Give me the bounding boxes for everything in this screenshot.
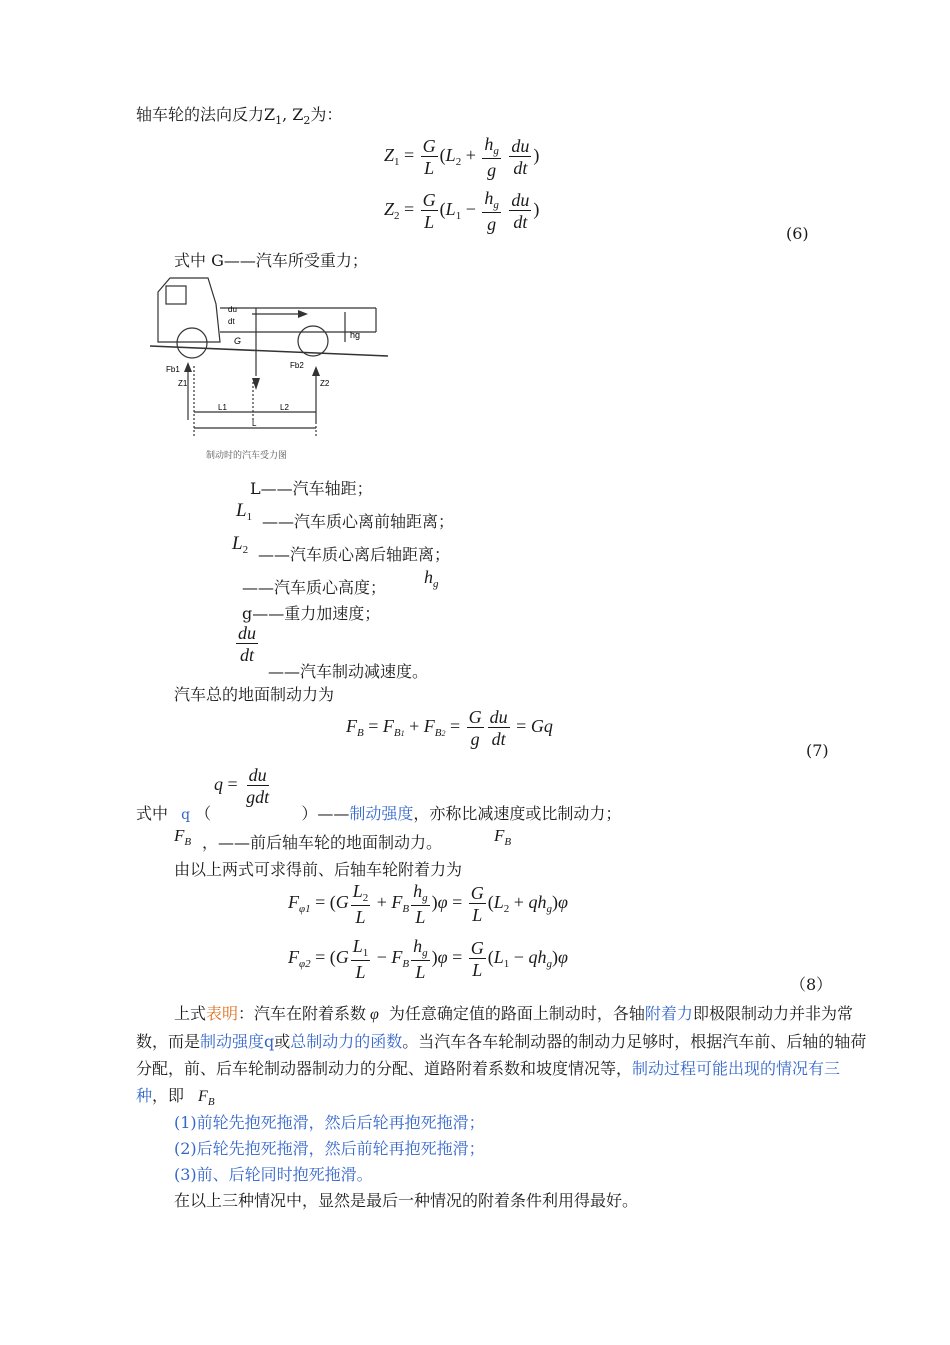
- def-dudt: ——汽车制动减速度。: [268, 662, 429, 681]
- equation-z2: $Z_2$ = $\frac{G}{L}$ ($L_1$ − $\frac{h_g}{g}$ $\frac{du}{dt}$ ): [384, 188, 540, 234]
- three-cases-link[interactable]: 制动过程可能出现的情况有三种: [136, 1059, 841, 1105]
- conclusion-p1: 上式: [174, 1004, 207, 1023]
- def-dudt-symbol: $\frac{du}{dt}$: [238, 623, 256, 665]
- conclusion-p8: 或: [274, 1032, 291, 1051]
- label-l2: L2: [280, 403, 289, 412]
- def-hg: ——汽车质心高度；: [242, 578, 387, 597]
- truck-force-diagram: [148, 272, 398, 466]
- equation-fphi2: $F_{\varphi 2} = (G$ $\frac{L_1}{L}$ − $F_B$ $\frac{h_g}{L}$ )φ = $\frac{G}{L}$ $(L_1 - qh_g)\varphi$: [288, 936, 568, 982]
- q-term-link[interactable]: 制动强度: [349, 804, 414, 823]
- label-dt: dt: [228, 317, 235, 326]
- q-prefix: 式中: [136, 804, 169, 823]
- equation-number-6: (6): [786, 224, 809, 243]
- case-1[interactable]: (1)前轮先抱死拖滑，然后后轮再抱死拖滑；: [174, 1113, 485, 1132]
- adhesion-link[interactable]: 附着力: [644, 1004, 693, 1023]
- q-symbol: q: [181, 807, 191, 823]
- q-definition: [136, 801, 621, 824]
- q-rest: ，亦称比减速度或比制动力；: [413, 804, 622, 823]
- conclusion-p6: 即极限制动力并非为常数，而是: [136, 1004, 853, 1051]
- case-2[interactable]: (2)后轮先抱死拖滑，然后前轮再抱死拖滑；: [174, 1139, 485, 1158]
- equation-fb: $F_B = F_{B1} + F_{B2}$ = $\frac{G}{g}$ $\frac{du}{dt}$ = Gq: [346, 707, 553, 749]
- label-g: G: [234, 336, 242, 346]
- cab-window: [166, 286, 186, 304]
- conclusion-p12: ，即: [152, 1086, 185, 1105]
- label-l: L: [252, 419, 257, 428]
- conclusion-paragraph: [136, 1000, 868, 1116]
- equation-number-7: (7): [806, 741, 829, 760]
- road-line: [150, 346, 388, 356]
- intro-line: [136, 102, 342, 127]
- def-l2-symbol: $L_2$: [232, 533, 249, 556]
- equation-z1: $Z_1$ = $\frac{G}{L}$ ($L_2$ + $\frac{h_g}{g}$ $\frac{du}{dt}$ ): [384, 134, 540, 180]
- conclusion-p3: ：汽车在附着系数: [238, 1004, 367, 1023]
- def-g: g——重力加速度；: [242, 604, 381, 623]
- equation-number-8: （8）: [790, 975, 833, 994]
- def-l1: ——汽车质心离前轴距离；: [262, 512, 455, 531]
- label-z2: Z2: [320, 379, 330, 388]
- label-fb2: Fb2: [290, 361, 304, 370]
- conclusion-p4: 为任意确定值的路面上制动时，各轴: [388, 1004, 645, 1023]
- equation-q: q = $\frac{du}{\text{gdt}}$: [214, 765, 270, 807]
- intro-sep: , Z: [282, 105, 304, 124]
- rear-wheel: [298, 326, 328, 356]
- fb-symbol-c: $F_B$: [198, 1088, 215, 1108]
- label-z1: Z1: [178, 379, 188, 388]
- label-l1: L1: [218, 403, 227, 412]
- total-braking-function-link[interactable]: 总制动力的函数: [290, 1032, 403, 1051]
- label-du: du: [228, 305, 237, 314]
- def-l2: ——汽车质心离后轴距离；: [258, 545, 451, 564]
- q-open: （: [195, 804, 212, 823]
- def-hg-symbol: $h_g$: [424, 567, 439, 590]
- total-force-line: 汽车总的地面制动力为: [174, 685, 335, 704]
- fb-symbol-a: $F_B$: [174, 826, 192, 848]
- braking-intensity-link[interactable]: 制动强度q: [200, 1032, 275, 1051]
- fb-definition: ，——前后轴车轮的地面制动力。: [202, 833, 443, 852]
- def-l1-symbol: $L_1$: [236, 500, 253, 523]
- label-hg: hg: [350, 330, 361, 340]
- label-fb1: Fb1: [166, 365, 180, 374]
- figure-caption: 制动时的汽车受力图: [206, 450, 288, 460]
- intro-tail: 为：: [310, 105, 343, 124]
- intro-text: 轴车轮的法向反力Z: [136, 105, 276, 124]
- g-definition: 式中 G——汽车所受重力；: [174, 251, 368, 270]
- intro-sub2: 2: [303, 114, 311, 127]
- intro-sub1: 1: [275, 114, 283, 127]
- conclusion-p10: 。当汽车各车轮制动器的制动力足够时，根据汽车前、后轴的轴荷分配，前、后车轮制动器制动力的分配、道路附着系数和坡度情况等，: [136, 1032, 867, 1078]
- final-line: 在以上三种情况中，显然是最后一种情况的附着条件利用得最好。: [174, 1191, 639, 1210]
- truck-cab: [158, 278, 220, 342]
- equation-fphi1: $F_{\varphi 1} = (G$ $\frac{L_2}{L}$ + $F_B$ $\frac{h_g}{L}$ )φ = $\frac{G}{L}$ $(L_2 + qh_g)\varphi$: [288, 881, 568, 927]
- def-l: L——汽车轴距；: [250, 479, 373, 498]
- q-close: ）——: [301, 804, 350, 823]
- front-wheel: [177, 328, 207, 358]
- conclusion-highlight[interactable]: 表明: [206, 1004, 239, 1023]
- adhesion-intro: 由以上两式可求得前、后轴车轮附着力为: [174, 860, 463, 879]
- phi-symbol: φ: [370, 1006, 379, 1023]
- fb-symbol-b: $F_B$: [494, 826, 512, 848]
- case-3[interactable]: (3)前、后轮同时抱死拖滑。: [174, 1165, 373, 1184]
